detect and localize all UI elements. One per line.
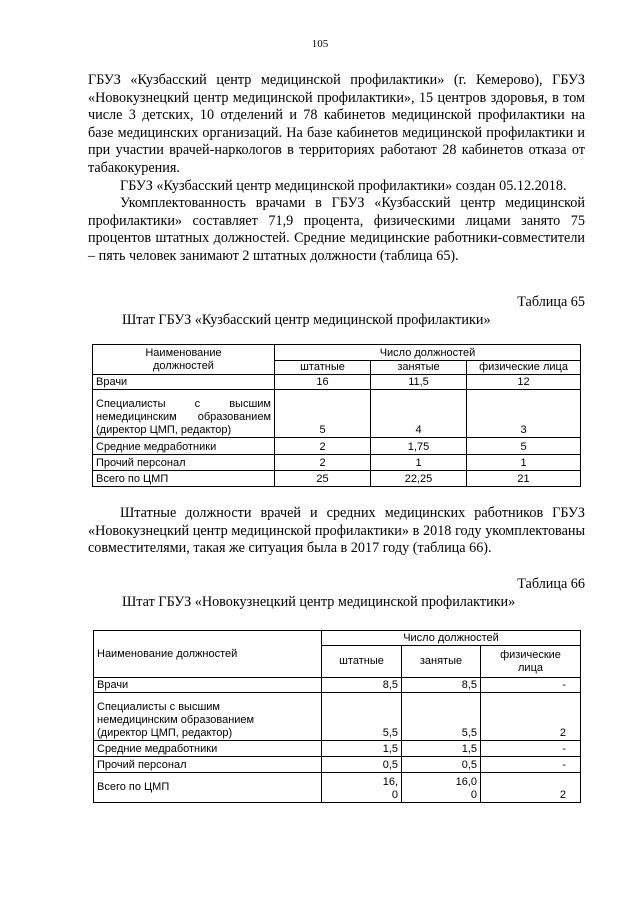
- table-row: Специалисты с высшим немедицинским образованием (директор ЦМП, редактор) 5,5 5,5 2: [94, 693, 581, 741]
- table-66-header-group: Число должностей: [322, 631, 581, 646]
- table-row: Всего по ЦМП 25 22,25 21: [93, 471, 581, 487]
- table-65-title: Штат ГБУЗ «Кузбасский центр медицинской профилактики»: [122, 311, 491, 328]
- table-65-header-group: Число должностей: [275, 345, 581, 361]
- page-number: 105: [311, 38, 329, 50]
- table-66-col-staff: штатные: [322, 646, 402, 678]
- table-65-col-persons: физические лица: [467, 361, 581, 375]
- table-row: Всего по ЦМП 16, 0 16,0 0 2: [94, 773, 581, 803]
- table-65-col-staff: штатные: [275, 361, 371, 375]
- paragraph-4: Штатные должности врачей и средних медицинских работников ГБУЗ «Новокузнецкий центр медицинской профилактики» в 2018 году укомплектованы совместителями, такая же ситуация была в 2017 году (таблица 66).: [88, 505, 585, 557]
- table-66-col-persons: физические лица: [481, 646, 581, 678]
- table-66-header-name: Наименование должностей: [94, 631, 322, 678]
- table-row: Прочий персонал 0,5 0,5 -: [94, 757, 581, 773]
- table-row: Средние медработники 1,5 1,5 -: [94, 741, 581, 757]
- middle-text: [88, 505, 585, 558]
- table-row: Врачи 16 11,5 12: [93, 375, 581, 390]
- table-66: [93, 630, 581, 803]
- table-row: Врачи 8,5 8,5 -: [94, 678, 581, 693]
- paragraph-3: Укомплектованность врачами в ГБУЗ «Кузбасский центр медицинской профилактики» составляет 71,9 процента, физическими лицами занято 75 процентов штатных должностей. Средние медицинские работники-совместители – пять человек занимают 2 штатных должности (таблица 65).: [88, 195, 585, 264]
- table-65-label: Таблица 65: [517, 294, 585, 310]
- paragraph-1: ГБУЗ «Кузбасский центр медицинской профилактики» (г. Кемерово), ГБУЗ «Новокузнецкий центр медицинской профилактики», 15 центров здоровья, в том числе 3 детских, 10 отделений и 78 кабинетов медицинской профилактики на базе медицинских организаций. На базе кабинетов медицинской профилактики и при участии врачей-наркологов в территориях работают 28 кабинетов отказа от табакокурения.: [88, 72, 585, 176]
- table-row: Прочий персонал 2 1 1: [93, 455, 581, 471]
- table-65: [92, 344, 581, 487]
- intro-text: [88, 72, 585, 266]
- table-65-header-name: Наименование должностей: [93, 345, 275, 375]
- table-66-label: Таблица 66: [517, 576, 585, 592]
- table-65-col-occupied: занятые: [371, 361, 467, 375]
- paragraph-2: ГБУЗ «Кузбасский центр медицинской профилактики» создан 05.12.2018.: [120, 177, 567, 194]
- table-66-col-occupied: занятые: [402, 646, 481, 678]
- table-66-title: Штат ГБУЗ «Новокузнецкий центр медицинской профилактики»: [122, 593, 516, 610]
- table-row: Средние медработники 2 1,75 5: [93, 438, 581, 455]
- table-row: Специалисты с высшим немедицинским образованием (директор ЦМП, редактор) 5 4 3: [93, 390, 581, 438]
- table-66-caption: [88, 576, 585, 611]
- table-65-caption: [88, 294, 585, 329]
